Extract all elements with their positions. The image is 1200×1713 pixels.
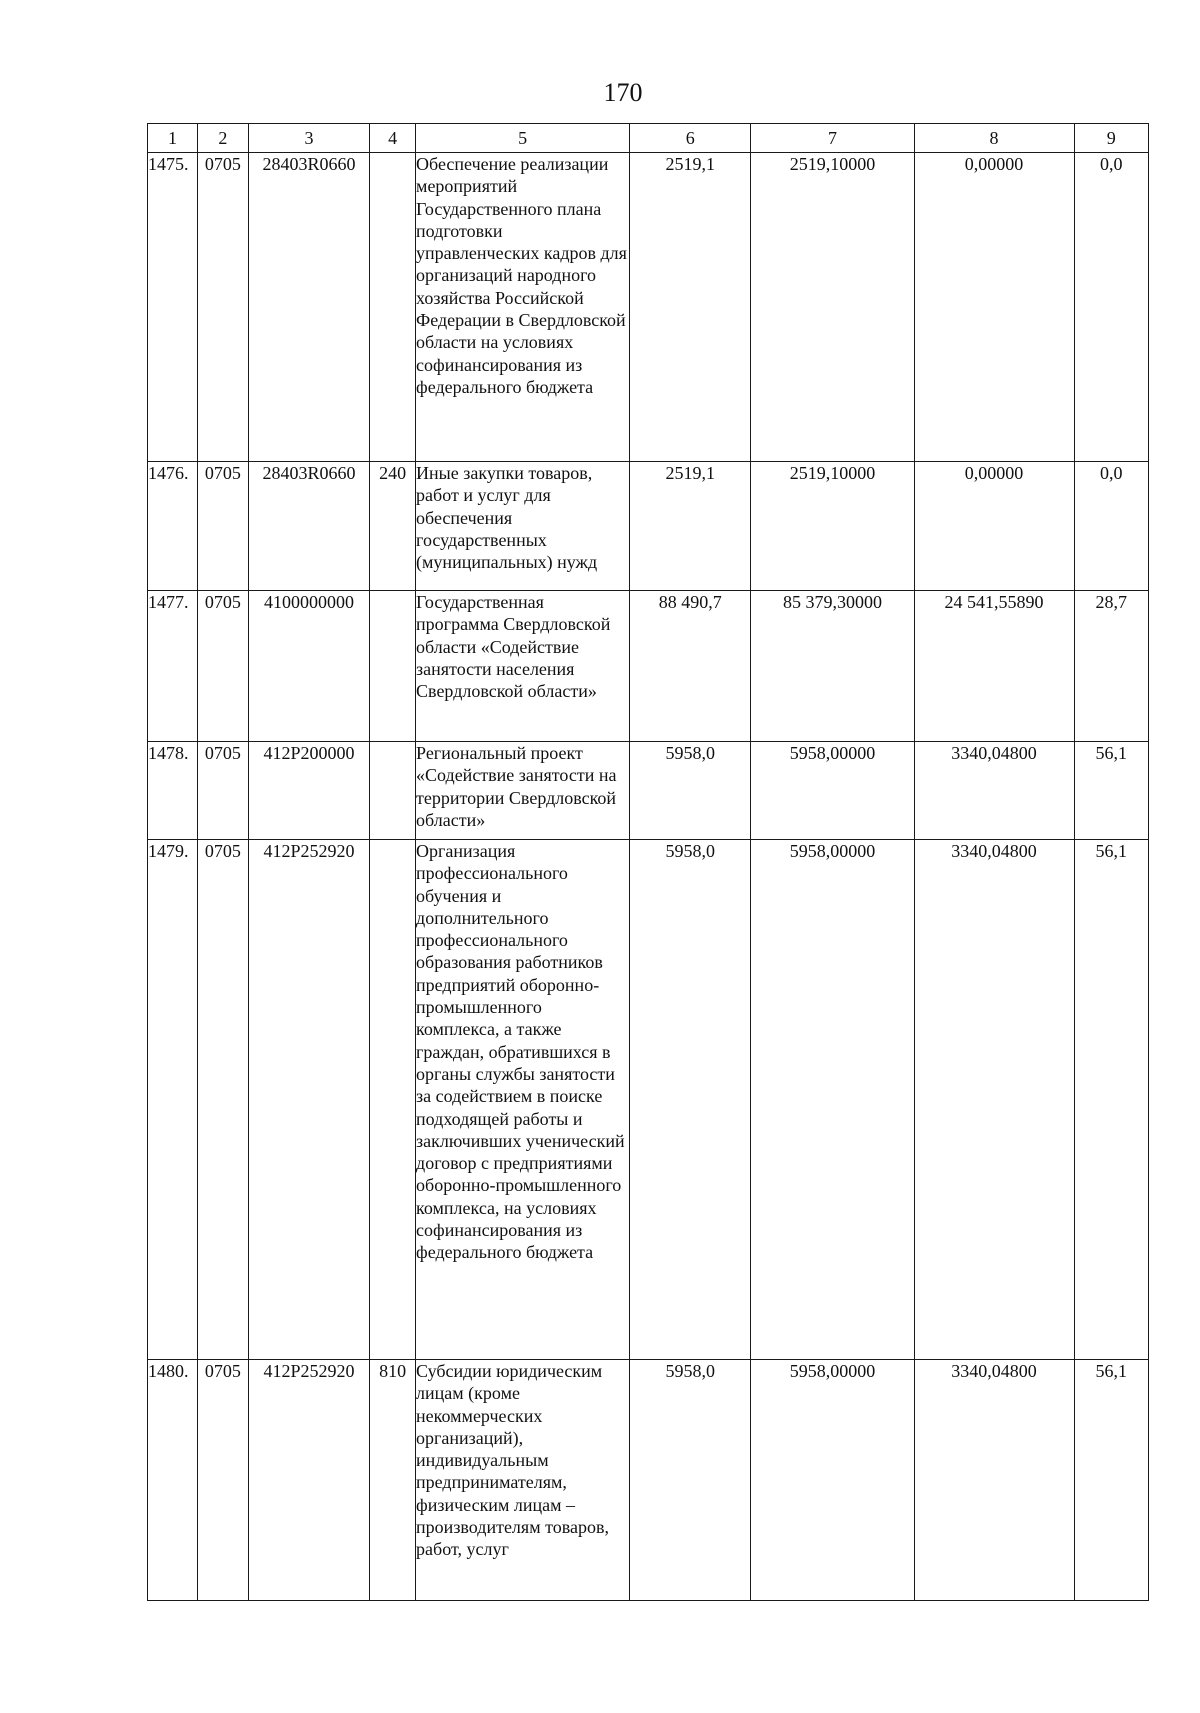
target-code: 412P200000: [248, 742, 369, 840]
target-code: 412P252920: [248, 840, 369, 1360]
value-col6: 5958,0: [630, 1360, 751, 1601]
header-row: [148, 124, 1149, 153]
target-code: 28403R0660: [248, 153, 369, 462]
column-header: 9: [1074, 124, 1148, 153]
row-number: 1476.: [148, 462, 198, 591]
value-col7: 5958,00000: [751, 840, 914, 1360]
table-row: [148, 591, 1149, 742]
value-col7: 85 379,30000: [751, 591, 914, 742]
target-code: 28403R0660: [248, 462, 369, 591]
target-code: 412P252920: [248, 1360, 369, 1601]
row-number: 1479.: [148, 840, 198, 1360]
target-code: 4100000000: [248, 591, 369, 742]
value-col8: 24 541,55890: [914, 591, 1074, 742]
value-col9: 56,1: [1074, 742, 1148, 840]
value-col7: 5958,00000: [751, 742, 914, 840]
item-name: Организация профессионального обучения и дополнительного профессионального образования работников предприятий оборонно-промышленного комплекса, а также граждан, обратившихся в органы службы занятости за содействием в поиске подходящей работы и заключивших ученический договор с предприятиями оборонно-промышленного комплекса, на условиях софинансирования из федерального бюджета: [416, 840, 630, 1360]
value-col6: 5958,0: [630, 742, 751, 840]
row-number: 1475.: [148, 153, 198, 462]
value-col9: 56,1: [1074, 1360, 1148, 1601]
page-number: 170: [603, 78, 643, 107]
value-col9: 0,0: [1074, 462, 1148, 591]
table-row: [148, 462, 1149, 591]
expense-type-code: [370, 840, 416, 1360]
expense-type-code: [370, 742, 416, 840]
value-col6: 88 490,7: [630, 591, 751, 742]
value-col7: 2519,10000: [751, 153, 914, 462]
item-name: Обеспечение реализации мероприятий Государственного плана подготовки управленческих кадров для организаций народного хозяйства Российской Федерации в Свердловской области на условиях софинансирования из федерального бюджета: [416, 153, 630, 462]
expense-type-code: [370, 153, 416, 462]
table-row: [148, 153, 1149, 462]
item-name: Государственная программа Свердловской области «Содействие занятости населения Свердловской области»: [416, 591, 630, 742]
column-header: 8: [914, 124, 1074, 153]
section-code: 0705: [197, 591, 248, 742]
section-code: 0705: [197, 840, 248, 1360]
value-col6: 2519,1: [630, 462, 751, 591]
value-col8: 3340,04800: [914, 840, 1074, 1360]
column-header: 1: [148, 124, 198, 153]
section-code: 0705: [197, 742, 248, 840]
column-header: 3: [248, 124, 369, 153]
column-header: 2: [197, 124, 248, 153]
value-col8: 0,00000: [914, 153, 1074, 462]
budget-table: [147, 123, 1149, 1601]
value-col8: 3340,04800: [914, 742, 1074, 840]
column-header: 4: [370, 124, 416, 153]
section-code: 0705: [197, 462, 248, 591]
value-col6: 5958,0: [630, 840, 751, 1360]
table-row: [148, 1360, 1149, 1601]
value-col7: 2519,10000: [751, 462, 914, 591]
value-col8: 0,00000: [914, 462, 1074, 591]
table-row: [148, 742, 1149, 840]
table-row: [148, 840, 1149, 1360]
item-name: Региональный проект «Содействие занятости на территории Свердловской области»: [416, 742, 630, 840]
value-col9: 0,0: [1074, 153, 1148, 462]
row-number: 1480.: [148, 1360, 198, 1601]
expense-type-code: 240: [370, 462, 416, 591]
section-code: 0705: [197, 1360, 248, 1601]
expense-type-code: 810: [370, 1360, 416, 1601]
value-col9: 28,7: [1074, 591, 1148, 742]
expense-type-code: [370, 591, 416, 742]
row-number: 1477.: [148, 591, 198, 742]
value-col6: 2519,1: [630, 153, 751, 462]
value-col8: 3340,04800: [914, 1360, 1074, 1601]
item-name: Субсидии юридическим лицам (кроме некоммерческих организаций), индивидуальным предпринимателям, физическим лицам – производителям товаров, работ, услуг: [416, 1360, 630, 1601]
value-col7: 5958,00000: [751, 1360, 914, 1601]
section-code: 0705: [197, 153, 248, 462]
column-header: 7: [751, 124, 914, 153]
column-header: 6: [630, 124, 751, 153]
row-number: 1478.: [148, 742, 198, 840]
value-col9: 56,1: [1074, 840, 1148, 1360]
column-header: 5: [416, 124, 630, 153]
item-name: Иные закупки товаров, работ и услуг для обеспечения государственных (муниципальных) нужд: [416, 462, 630, 591]
